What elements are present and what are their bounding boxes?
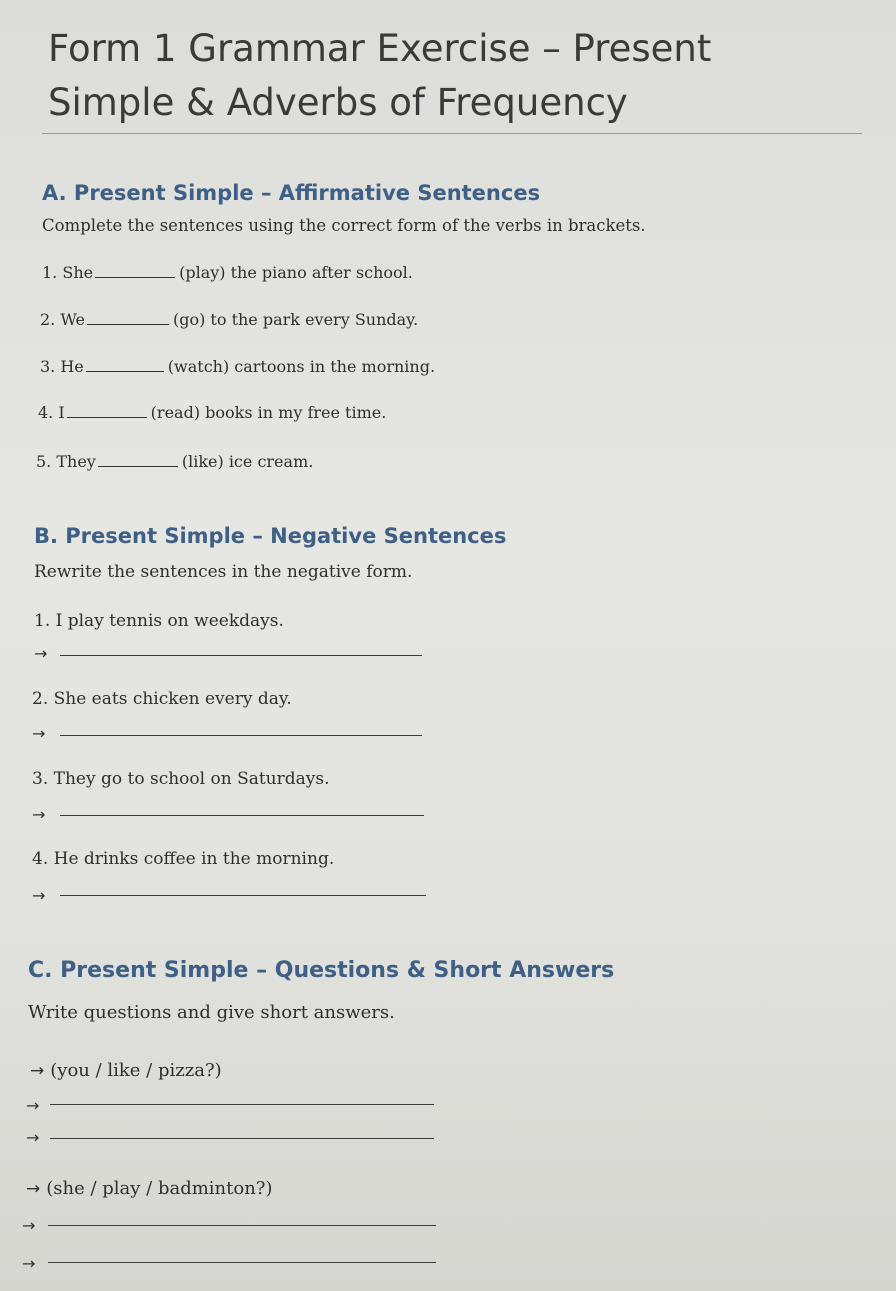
item-end: (go) to the park every Sunday. <box>172 310 419 329</box>
item-start: 3. He <box>40 357 84 376</box>
answer-line[interactable] <box>60 655 422 656</box>
right-arrow-icon: → <box>26 1096 40 1115</box>
right-arrow-icon: → <box>26 1179 41 1199</box>
prompt-text: (she / play / badminton?) <box>46 1178 273 1199</box>
section-b-item-3: 3. They go to school on Saturdays. <box>32 769 330 789</box>
item-end: (read) books in my free time. <box>150 403 387 422</box>
section-a-item-4 <box>38 403 386 422</box>
title-line-2: Simple & Adverbs of Frequency <box>48 81 628 124</box>
section-a-item-3 <box>40 357 435 376</box>
answer-blank[interactable] <box>87 323 169 325</box>
item-start: 2. We <box>40 310 85 329</box>
section-a-item-1 <box>42 263 413 282</box>
right-arrow-icon: → <box>32 805 46 824</box>
section-a-instruction: Complete the sentences using the correct form of the verbs in brackets. <box>42 216 646 235</box>
right-arrow-icon: → <box>32 724 46 743</box>
title-underline <box>42 133 862 134</box>
right-arrow-icon: → <box>30 1061 45 1081</box>
right-arrow-icon: → <box>34 644 48 663</box>
title-line-1: Form 1 Grammar Exercise – Present <box>48 27 712 70</box>
answer-blank[interactable] <box>67 416 147 418</box>
answer-blank[interactable] <box>95 276 175 278</box>
section-c-prompt-1 <box>30 1060 222 1081</box>
section-c-heading: C. Present Simple – Questions & Short Answers <box>28 958 615 983</box>
answer-line[interactable] <box>50 1138 434 1139</box>
item-start: 5. They <box>36 452 96 471</box>
answer-line[interactable] <box>60 895 426 896</box>
answer-line[interactable] <box>60 735 422 736</box>
item-start: 4. I <box>38 403 65 422</box>
section-c-instruction: Write questions and give short answers. <box>28 1002 395 1023</box>
right-arrow-icon: → <box>22 1254 36 1273</box>
section-b-instruction: Rewrite the sentences in the negative form. <box>34 562 413 582</box>
item-end: (play) the piano after school. <box>179 263 413 282</box>
section-a-item-5 <box>36 452 313 471</box>
answer-blank[interactable] <box>86 370 164 372</box>
section-a-item-2 <box>40 310 418 329</box>
section-a-heading: A. Present Simple – Affirmative Sentences <box>42 181 541 205</box>
answer-line[interactable] <box>50 1104 434 1105</box>
section-b-heading: B. Present Simple – Negative Sentences <box>34 524 507 548</box>
section-c-prompt-2 <box>26 1178 272 1199</box>
section-b-item-2: 2. She eats chicken every day. <box>32 689 292 709</box>
section-b-item-1: 1. I play tennis on weekdays. <box>34 611 284 631</box>
worksheet-title <box>48 22 711 130</box>
right-arrow-icon: → <box>26 1128 40 1147</box>
answer-line[interactable] <box>48 1225 436 1226</box>
item-end: (watch) cartoons in the morning. <box>167 357 436 376</box>
answer-blank[interactable] <box>98 465 178 467</box>
prompt-text: (you / like / pizza?) <box>50 1060 222 1081</box>
right-arrow-icon: → <box>22 1216 36 1235</box>
item-end: (like) ice cream. <box>181 452 314 471</box>
answer-line[interactable] <box>60 815 424 816</box>
answer-line[interactable] <box>48 1262 436 1263</box>
right-arrow-icon: → <box>32 886 46 905</box>
section-b-item-4: 4. He drinks coffee in the morning. <box>32 849 335 869</box>
item-start: 1. She <box>42 263 94 282</box>
